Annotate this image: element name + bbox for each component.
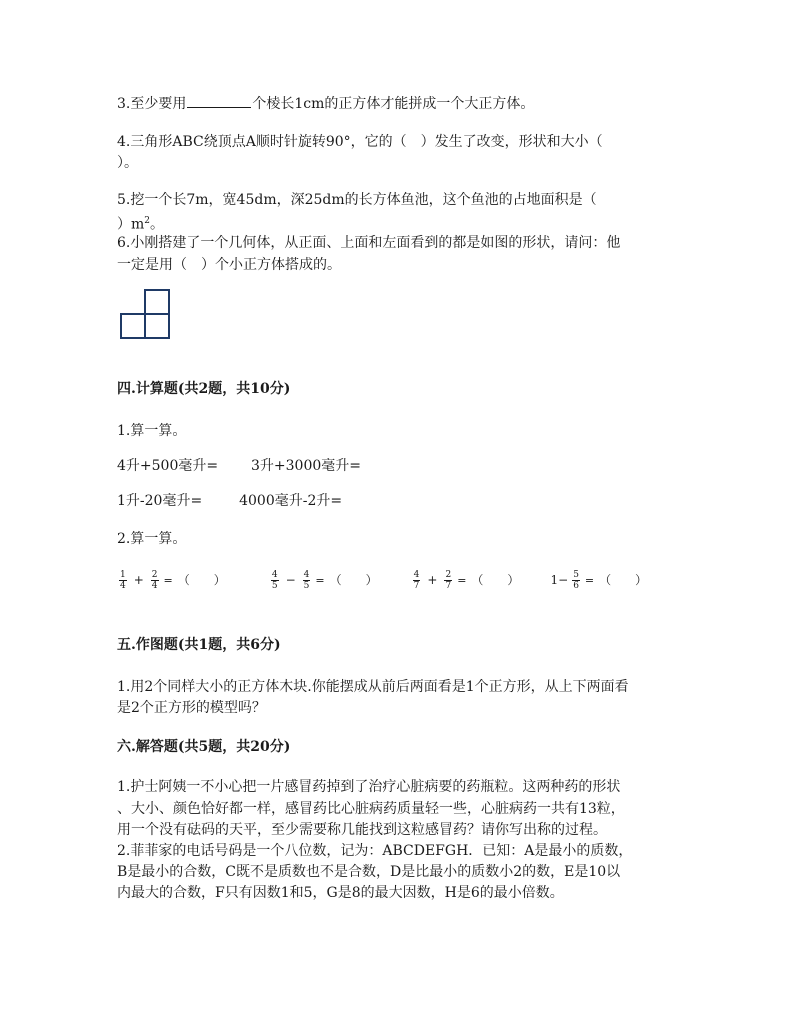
question-4-1-row1 xyxy=(117,455,361,477)
figure-square-bottom-right xyxy=(145,314,169,338)
fraction xyxy=(119,570,127,591)
figure-square-bottom-left xyxy=(121,314,145,338)
denominator: 4 xyxy=(151,581,158,591)
question-5-1-line1: 1.用2个同样大小的正方体木块.你能摆成从前后两面看是1个正方形，从上下两面看 xyxy=(117,679,629,695)
numerator: 4 xyxy=(271,570,278,580)
numerator: 4 xyxy=(413,570,420,580)
lead-term: 1− xyxy=(550,573,569,587)
q5-unit-exponent: 2 xyxy=(144,216,151,226)
question-6-1-line2: 、大小、颜色恰好都一样，感冒药比心脏病药质量轻一些，心脏病药一共有13粒， xyxy=(117,801,625,817)
denominator: 7 xyxy=(445,581,452,591)
calc-expr: 3升+3000毫升= xyxy=(251,458,361,474)
calc-expr: 4000毫升-2升= xyxy=(239,493,343,509)
answer-parens[interactable]: （ ） xyxy=(471,573,520,587)
question-3-4-line2: ）。 xyxy=(117,155,138,171)
answer-parens[interactable]: （ ） xyxy=(329,573,378,587)
q5-unit: ）m xyxy=(117,216,145,233)
question-3-4-line1: 4.三角形ABC绕顶点A顺时针旋转90°，它的（ ）发生了改变，形状和大小（ xyxy=(117,134,603,150)
calc-expr: 4升+500毫升= xyxy=(117,458,219,474)
fraction-problem-2 xyxy=(269,568,407,593)
fraction-problem-1 xyxy=(117,568,265,593)
numerator: 5 xyxy=(573,570,579,580)
q5-end: 。 xyxy=(150,216,165,233)
equals-sign: = xyxy=(457,574,467,587)
fraction-problem-4 xyxy=(550,568,647,593)
question-3-3 xyxy=(117,93,534,115)
question-6-2-line1: 2.菲菲家的电话号码是一个八位数，记为：ABCDEFGH．已知：A是最小的质数， xyxy=(117,843,633,859)
figure-square-top xyxy=(145,290,169,314)
q3-text-before: 3.至少要用 xyxy=(117,96,187,112)
fraction xyxy=(271,570,279,591)
operator: − xyxy=(285,573,296,587)
denominator: 7 xyxy=(413,581,420,591)
fraction-calc-row xyxy=(117,568,647,593)
calc-expr: 1升-20毫升= xyxy=(117,493,203,509)
question-3-6-line2: 一定是用（ ）个小正方体搭成的。 xyxy=(117,257,341,273)
fraction xyxy=(413,570,421,591)
fraction xyxy=(151,570,159,591)
fraction xyxy=(444,570,452,591)
numerator: 1 xyxy=(120,570,126,580)
q3-text-after: 个棱长1cm的正方体才能拼成一个大正方体。 xyxy=(252,96,535,112)
fraction xyxy=(303,570,311,591)
question-4-1-row2 xyxy=(117,490,342,512)
answer-parens[interactable]: （ ） xyxy=(177,573,226,587)
operator: + xyxy=(133,573,144,587)
section-6-heading: 六.解答题(共5题，共20分) xyxy=(117,739,291,755)
numerator: 2 xyxy=(445,570,452,580)
question-4-1-title: 1.算一算。 xyxy=(117,423,187,439)
operator: + xyxy=(427,573,438,587)
question-3-5-line1: 5.挖一个长7m，宽45dm，深25dm的长方体鱼池，这个鱼池的占地面积是（ xyxy=(117,192,597,208)
question-5-1-line2: 是2个正方形的模型吗？ xyxy=(117,700,266,716)
denominator: 4 xyxy=(120,581,126,591)
numerator: 4 xyxy=(303,570,310,580)
equals-sign: = xyxy=(163,574,173,587)
equals-sign: = xyxy=(315,574,325,587)
question-6-1-line1: 1.护士阿姨一不小心把一片感冒药掉到了治疗心脏病要的药瓶粒。这两种药的形状 xyxy=(117,779,621,795)
answer-parens[interactable]: （ ） xyxy=(599,573,648,587)
answer-blank[interactable] xyxy=(187,93,251,108)
question-6-1-line3: 用一个没有砝码的天平，至少需要称几能找到这粒感冒药？请你写出称的过程。 xyxy=(117,822,607,838)
equals-sign: = xyxy=(584,574,595,587)
denominator: 5 xyxy=(303,581,310,591)
section-4-heading: 四.计算题(共2题，共10分) xyxy=(117,381,291,397)
section-5-heading: 五.作图题(共1题，共6分) xyxy=(117,637,281,653)
denominator: 5 xyxy=(271,581,278,591)
fraction-problem-3 xyxy=(411,568,547,593)
denominator: 6 xyxy=(573,581,579,591)
question-6-2-line3: 内最大的合数，F只有因数1和5，G是8的最大因数，H是6的最小倍数。 xyxy=(117,885,564,901)
question-4-2-title: 2.算一算。 xyxy=(117,531,187,547)
numerator: 2 xyxy=(151,570,158,580)
fraction xyxy=(572,570,580,591)
question-3-6-line1: 6.小刚搭建了一个几何体，从正面、上面和左面看到的都是如图的形状，请问：他 xyxy=(117,235,621,251)
cube-view-figure xyxy=(120,289,172,339)
question-6-2-line2: B是最小的合数，C既不是质数也不是合数，D是比最小的质数小2的数，E是10以 xyxy=(117,864,621,880)
